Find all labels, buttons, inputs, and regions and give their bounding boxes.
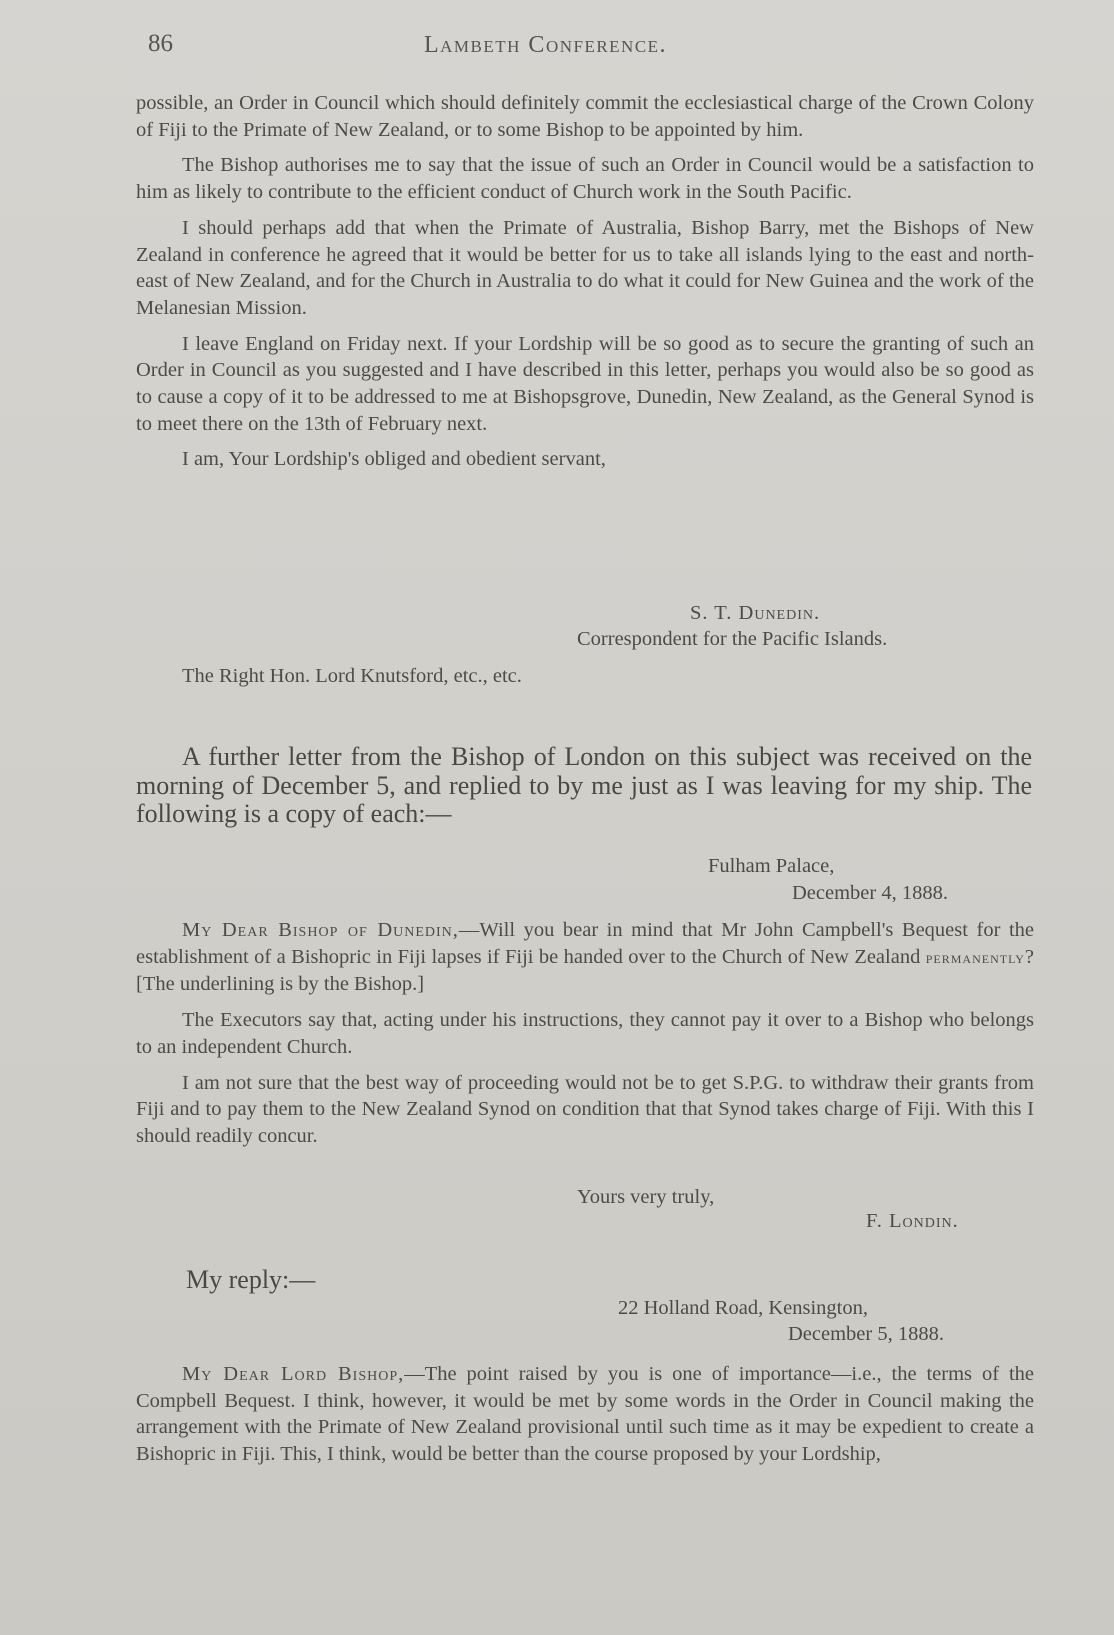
emphasis: permanently bbox=[925, 947, 1025, 967]
reply-body bbox=[136, 1361, 1034, 1468]
running-title: Lambeth Conference. bbox=[424, 32, 668, 58]
paragraph: I leave England on Friday next. If your Lordship will be so good as to secure the granting of such an Order in Council as you suggested and I have described in this letter, perhaps you would also be so good as to cause a copy of it to be addressed to me at Bishopsgrove, Dunedin, New Zealand, as the General Synod is to meet there on the 13th of February next. bbox=[136, 332, 1034, 435]
signature: F. Londin. bbox=[866, 1210, 959, 1232]
paragraph: possible, an Order in Council which should definitely commit the ecclesiastical charge of the Crown Colony of Fiji to the Primate of New Zealand, or to some Bishop to be appointed by him. bbox=[136, 92, 1034, 141]
reply-heading: My reply:— bbox=[186, 1265, 316, 1294]
paragraph: I am not sure that the best way of proceeding would not be to get S.P.G. to withdraw their grants from Fiji and to pay them to the New Zealand Synod on condition that that Synod takes charge of Fiji. With this I should readily concur. bbox=[136, 1071, 1034, 1147]
paragraph: I should perhaps add that when the Primate of Australia, Bishop Barry, met the Bishops of New Zealand in conference he agreed that it would be better for us to take all islands lying to the east and north-east of New Zealand, and for the Church in Australia to do what it could for New Guinea and the work of the Melanesian Mission. bbox=[136, 216, 1034, 319]
letter1-body bbox=[136, 90, 1034, 473]
reply-date: December 5, 1888. bbox=[788, 1323, 944, 1345]
closing-line: Yours very truly, bbox=[577, 1186, 715, 1208]
letter2-date: December 4, 1888. bbox=[792, 882, 948, 904]
salutation: My Dear Lord Bishop, bbox=[182, 1363, 405, 1385]
signature: S. T. Dunedin. bbox=[690, 602, 821, 624]
salutation: My Dear Bishop of Dunedin, bbox=[182, 919, 459, 941]
paragraph: My Dear Bishop of Dunedin,—Will you bear in mind that Mr John Campbell's Bequest for the establishment of a Bishopric in Fiji lapses if Fiji be handed over to the Church of New Zealand permanently? [The underlining is by the Bishop.] bbox=[136, 919, 1034, 996]
narrative-paragraph: A further letter from the Bishop of London on this subject was received on the morning of December 5, and replied to by me just as I was leaving for my ship. The following is a copy of each:— bbox=[136, 742, 1032, 828]
page-number: 86 bbox=[148, 30, 173, 57]
reply-address: 22 Holland Road, Kensington, bbox=[618, 1297, 868, 1319]
letter2-body bbox=[136, 917, 1034, 1150]
letter2-address: Fulham Palace, bbox=[708, 855, 835, 877]
closing-line: I am, Your Lordship's obliged and obedient servant, bbox=[182, 448, 606, 471]
paragraph: The Bishop authorises me to say that the issue of such an Order in Council would be a satisfaction to him as likely to contribute to the efficient conduct of Church work in the South Pacific. bbox=[136, 154, 1034, 204]
paragraph: The Executors say that, acting under his instructions, they cannot pay it over to a Bishop who belongs to an independent Church. bbox=[136, 1009, 1034, 1058]
paragraph: My Dear Lord Bishop,—The point raised by you is one of importance—i.e., the terms of the Compbell Bequest. I think, however, it would be met by some words in the Order in Council making the arrangement with the Primate of New Zealand provisional until such time as it may be expedient to create a Bishopric in Fiji. This, I think, would be better than the course proposed by your Lordship, bbox=[136, 1363, 1034, 1466]
addressee: The Right Hon. Lord Knutsford, etc., etc. bbox=[182, 665, 522, 687]
signature-title: Correspondent for the Pacific Islands. bbox=[577, 628, 888, 650]
